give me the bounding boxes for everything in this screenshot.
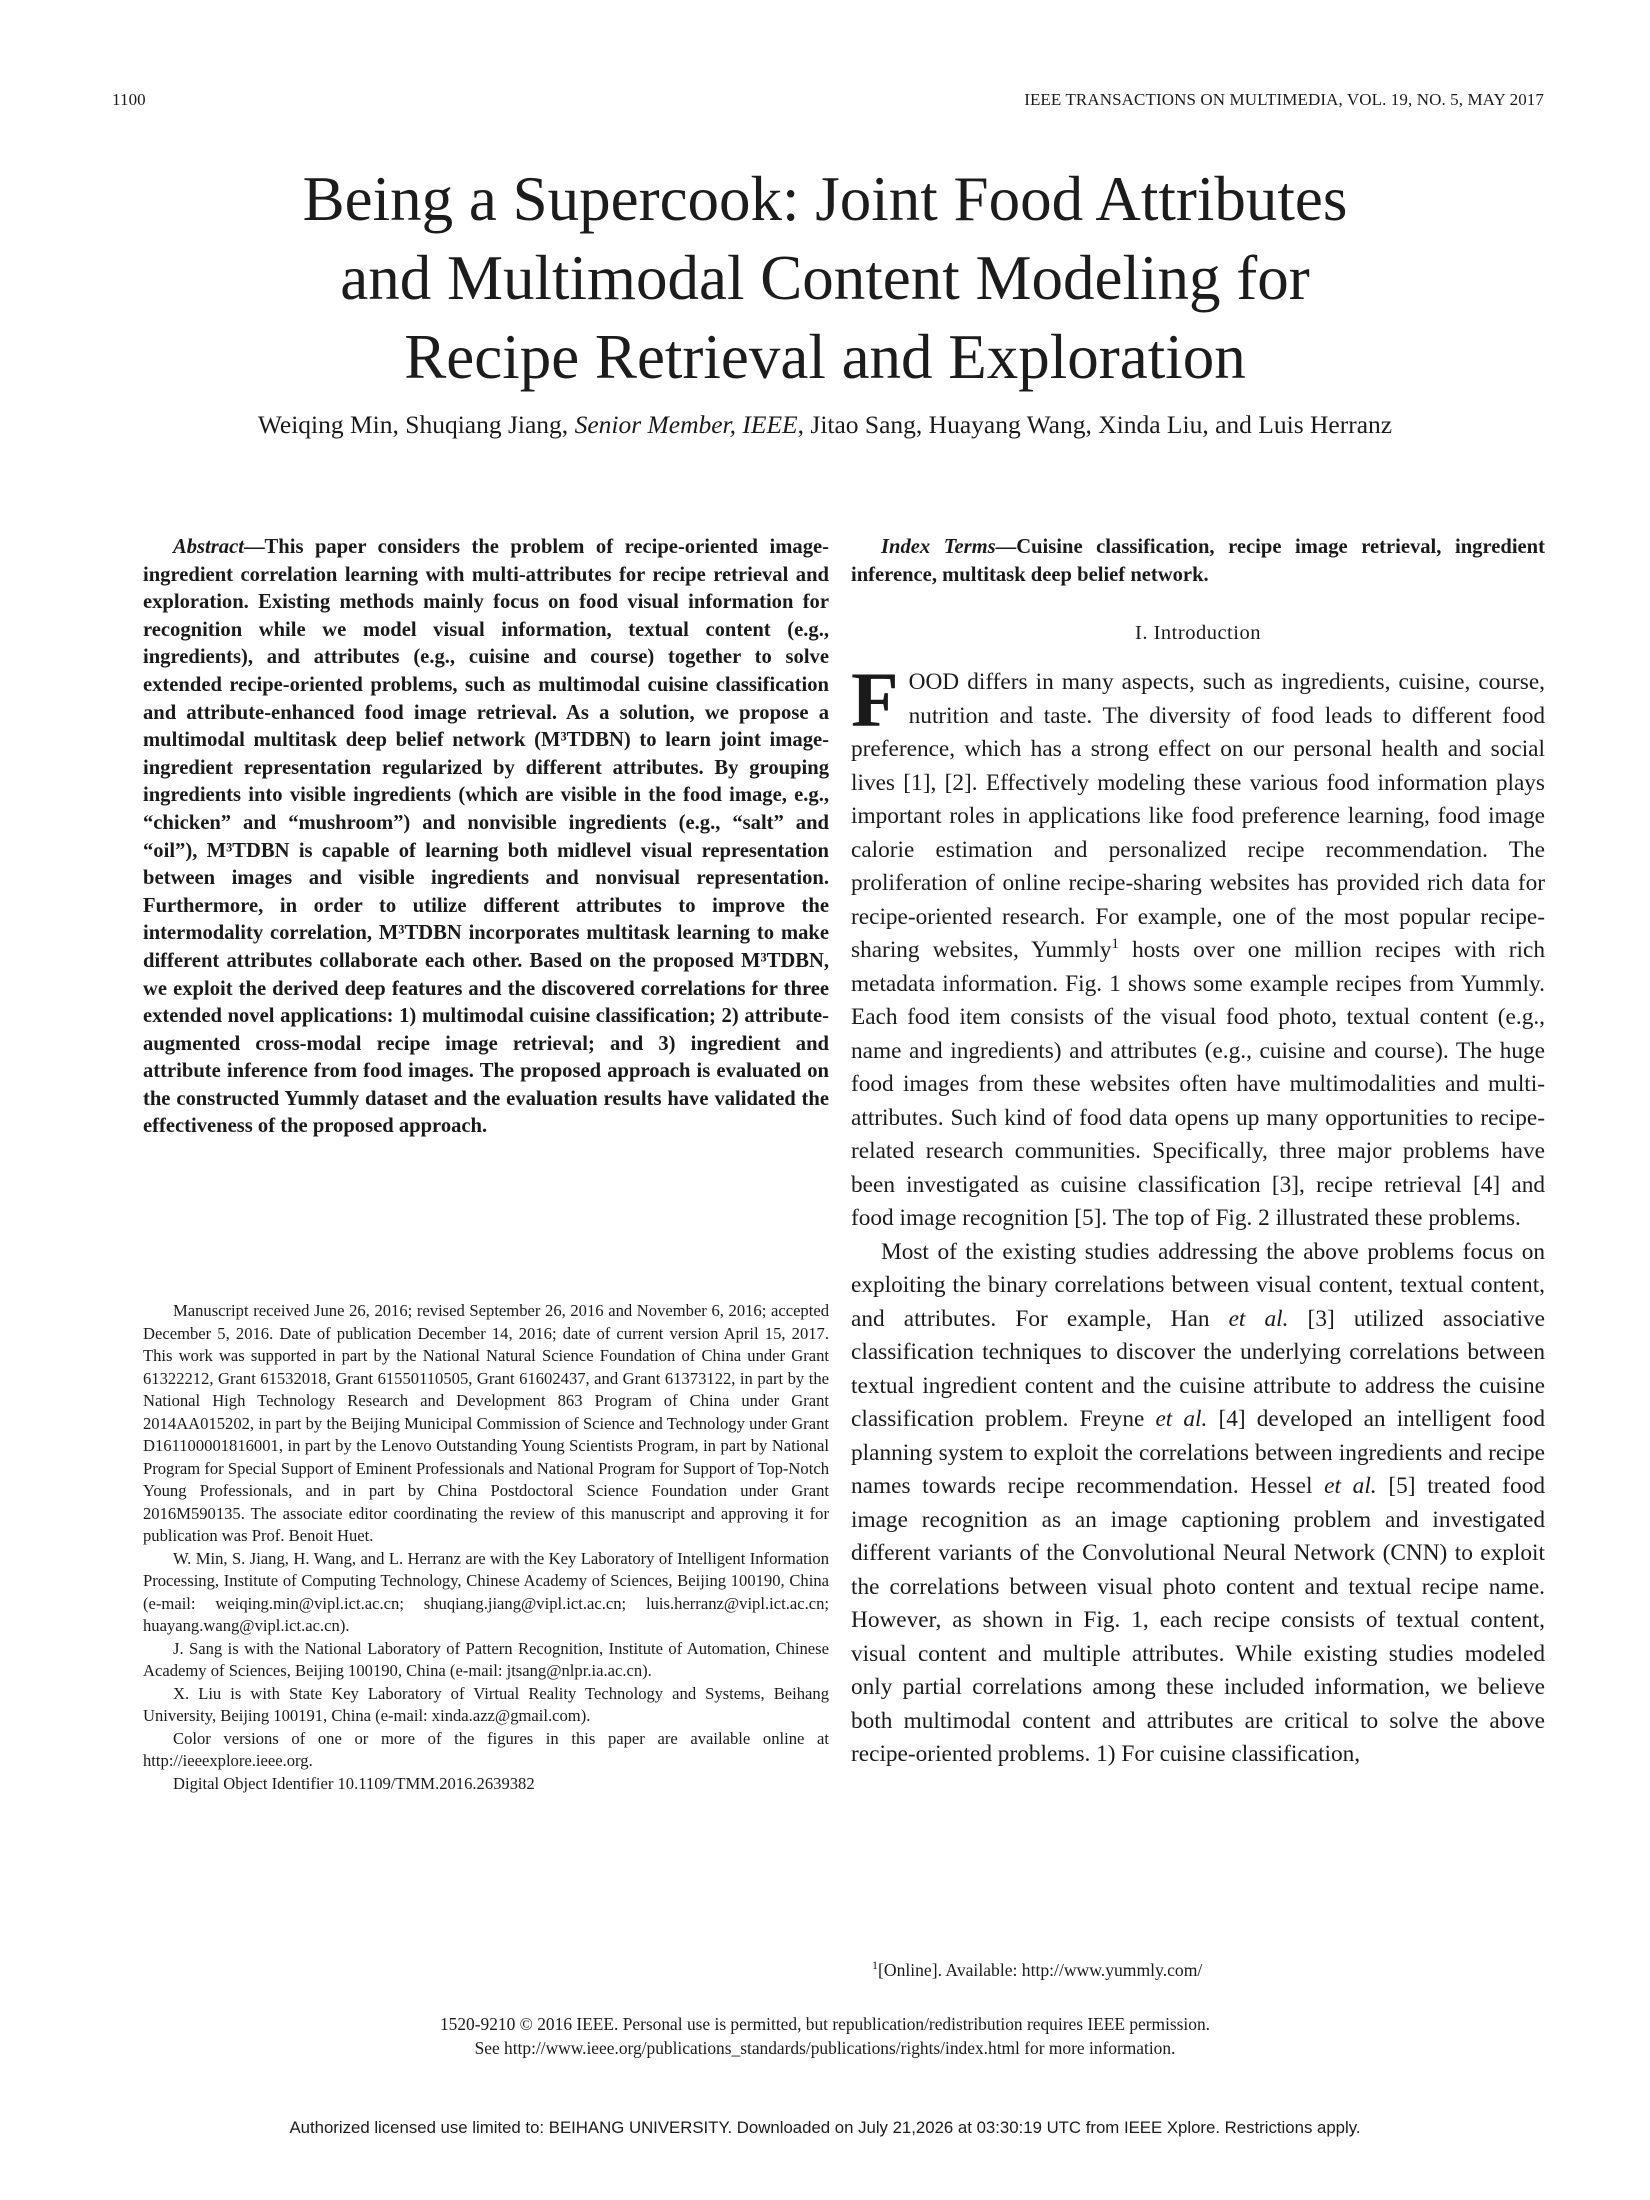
intro-paragraph xyxy=(851,1236,1545,1772)
intro-text: [4] developed an intelligent food planning system to exploit the correlations between ingredients and recipe names towards recipe recommendation. Hessel xyxy=(851,1406,1545,1499)
citation-etal: et al. xyxy=(1228,1305,1289,1332)
intro-text: hosts over one million recipes with rich metadata information. Fig. 1 shows some example recipes from Yummly. Each food item consists of the visual food photo, textual content (e.g., name and ingredients) and attributes (e.g., cuisine and course). The huge food images from these websites often have multimodalities and multi-attributes. Such kind of food data opens up many opportunities to recipe-related research communities. Specifically, three major problems have been investigated as cuisine classification [3], recipe retrieval [4] and food image recognition [5]. The top of Fig. 2 illustrated these problems. xyxy=(851,937,1545,1231)
intro-paragraph xyxy=(851,656,1545,1236)
citation-etal: et al. xyxy=(1324,1473,1377,1499)
license-footer: Authorized licensed use limited to: BEIHANG UNIVERSITY. Downloaded on July 21,2026 at 03:30:19 UTC from IEEE Xplore. Restrictions apply. xyxy=(289,2118,1361,2137)
footnote-affiliation: W. Min, S. Jiang, H. Wang, and L. Herranz are with the Key Laboratory of Intelligent Information Processing, Institute of Computing Technology, Chinese Academy of Sciences, Beijing 100190, China (e-mail: weiqing.min@vipl.ict.ac.cn; shuqiang.jiang@vipl.ict.ac.cn; luis.herranz@vipl.ict.ac.cn; huayang.wang@vipl.ict.ac.cn). xyxy=(143,1548,829,1635)
author-names: Weiqing Min, Shuqiang Jiang, xyxy=(257,410,569,439)
footnote-mark: 1 xyxy=(872,1958,878,1973)
abstract-text: This paper considers the problem of recipe-oriented image-ingredient correlation learning with multi-attributes for recipe retrieval and exploration. Existing methods mainly focus on food visual information for recognition while we model visual information, textual content (e.g., ingredients), and attributes (e.g., cuisine and course) together to solve extended recipe-oriented problems, such as multimodal cuisine classification and attribute-enhanced food image retrieval. As a solution, we propose a multimodal multitask deep belief network (M³TDBN) to learn joint image-ingredient representation regularized by different attributes. By grouping ingredients into visible ingredients (which are visible in the food image, e.g., “chicken” and “mushroom”) and nonvisible ingredients (e.g., “salt” and “oil”), M³TDBN is capable of learning both midlevel visual representation between images and visible ingredients and nonvisual representation. Furthermore, in order to utilize different attributes to improve the intermodality correlation, M³TDBN incorporates multitask learning to make different attributes collaborate each other. Based on the proposed M³TDBN, we exploit the derived deep features and the discovered correlations for three extended novel applications: 1) multimodal cuisine classification; 2) attribute-augmented cross-modal recipe image retrieval; and 3) ingredient and attribute inference from food images. The proposed approach is evaluated on the constructed Yummly dataset and the evaluation results have validated the effectiveness of the proposed approach. xyxy=(143,536,829,1138)
index-terms-text: Cuisine classification, recipe image retrieval, ingredient inference, multitask deep belief network. xyxy=(851,536,1545,586)
copyright-line: 1520-9210 © 2016 IEEE. Personal use is permitted, but republication/redistribution requires IEEE permission. xyxy=(439,2014,1211,2034)
author-names-rest: , Jitao Sang, Huayang Wang, Xinda Liu, and Luis Herranz xyxy=(797,410,1393,439)
index-terms: Index Terms—Cuisine classification, recipe image retrieval, ingredient inference, multitask deep belief network. xyxy=(851,536,1545,586)
copyright-line: See http://www.ieee.org/publications_standards/publications/rights/index.html for more information. xyxy=(474,2037,1176,2058)
page-number: 1100 xyxy=(112,90,146,109)
first-page-footnotes xyxy=(143,1300,829,1795)
title-line: Being a Supercook: Joint Food Attributes xyxy=(302,164,1348,234)
section-heading: I. Introduction xyxy=(1135,622,1261,644)
title-line: Recipe Retrieval and Exploration xyxy=(404,322,1246,392)
journal-header: IEEE TRANSACTIONS ON MULTIMEDIA, VOL. 19, NO. 5, MAY 2017 xyxy=(1024,90,1544,109)
introduction-body xyxy=(851,656,1545,1772)
footnote-manuscript: Manuscript received June 26, 2016; revised September 26, 2016 and November 6, 2016; accepted December 5, 2016. Date of publication December 14, 2016; date of current version April 15, 2017. This work was supported in part by the National Natural Science Foundation of China under Grant 61322212, Grant 61532018, Grant 61550110505, Grant 61602437, and Grant 61373122, in part by the National High Technology Research and Development 863 Program of China under Grant 2014AA015202, in part by the Beijing Municipal Commission of Science and Technology under Grant D161100001816001, in part by the Lenovo Outstanding Young Scientists Program, in part by National Program for Special Support of Eminent Professionals and National Program for Support of Top-Notch Young Professionals, and in part by China Postdoctoral Science Foundation under Grant 2016M590135. The associate editor coordinating the review of this manuscript and approving it for publication was Prof. Benoit Huet. xyxy=(143,1301,829,1545)
footnote-url[interactable]: [Online]. Available: http://www.yummly.com/ xyxy=(878,1960,1203,1980)
intro-text: OOD differs in many aspects, such as ingredients, cuisine, course, nutrition and taste. The diversity of food leads to different food preference, which has a strong effect on our personal health and social lives [1], [2]. Effectively modeling these various food information plays important roles in applications like food preference learning, food image calorie estimation and personalized recipe recommendation. The proliferation of online recipe-sharing websites has provided rich data for recipe-oriented research. For example, one of the most popular recipe-sharing websites, Yummly xyxy=(851,669,1545,963)
paper-title xyxy=(0,160,1650,397)
title-line: and Multimodal Content Modeling for xyxy=(340,243,1310,313)
author-list xyxy=(0,410,1650,440)
intro-text: Most of the existing studies addressing the above problems focus on exploiting the binary correlations between visual content, textual content, and attributes. For example, Han xyxy=(851,1238,1545,1332)
citation-etal: et al. xyxy=(1155,1406,1208,1432)
footnote-doi: Digital Object Identifier 10.1109/TMM.2016.2639382 xyxy=(173,1773,535,1793)
abstract: Abstract—This paper considers the problem of recipe-oriented image-ingredient correlation learning with multi-attributes for recipe retrieval and exploration. Existing methods mainly focus on food visual information for recognition while we model visual information, textual content (e.g., ingredients), and attributes (e.g., cuisine and course) together to solve extended recipe-oriented problems, such as multimodal cuisine classification and attribute-enhanced food image retrieval. As a solution, we propose a multimodal multitask deep belief network (M³TDBN) to learn joint image-ingredient representation regularized by different attributes. By grouping ingredients into visible ingredients (which are visible in the food image, e.g., “chicken” and “mushroom”) and nonvisible ingredients (e.g., “salt” and “oil”), M³TDBN is capable of learning both midlevel visual representation between images and visible ingredients and nonvisual representation. Furthermore, in order to utilize different attributes to improve the intermodality correlation, M³TDBN incorporates multitask learning to make different attributes collaborate each other. Based on the proposed M³TDBN, we exploit the derived deep features and the discovered correlations for three extended novel applications: 1) multimodal cuisine classification; 2) attribute-augmented cross-modal recipe image retrieval; and 3) ingredient and attribute inference from food images. The proposed approach is evaluated on the constructed Yummly dataset and the evaluation results have validated the effectiveness of the proposed approach. xyxy=(143,536,829,1138)
abstract-label: Abstract xyxy=(173,536,244,558)
intro-text: [5] treated food image recognition as an image captioning problem and investigated different variants of the Convolutional Neural Network (CNN) to exploit the correlations between visual photo content and textual recipe name. However, as shown in Fig. 1, each recipe consists of textual content, visual content and multiple attributes. While existing studies modeled only partial correlations among these included information, we believe both multimodal content and attributes are critical to solve the above recipe-oriented problems. 1) For cuisine classification, xyxy=(851,1473,1545,1767)
index-terms-label: Index Terms xyxy=(881,536,996,558)
footnote-affiliation: X. Liu is with State Key Laboratory of Virtual Reality Technology and Systems, Beihang University, Beijing 100191, China (e-mail: xinda.azz@gmail.com). xyxy=(143,1683,829,1725)
footnote-mark: 1 xyxy=(1111,936,1119,953)
footnote-affiliation: J. Sang is with the National Laboratory of Pattern Recognition, Institute of Automation, Chinese Academy of Sciences, Beijing 100190, China (e-mail: jtsang@nlpr.ia.ac.cn). xyxy=(143,1638,829,1680)
url-footnote xyxy=(872,1960,1202,1981)
intro-text: [3] utilized associative classification techniques to discover the underlying correlations between textual ingredient content and the cuisine attribute to address the cuisine classification problem. Freyne xyxy=(851,1305,1545,1432)
drop-cap: F xyxy=(851,656,899,743)
copyright-notice xyxy=(0,2013,1650,2060)
footnote-color-note: Color versions of one or more of the figures in this paper are available online at http://ieeexplore.ieee.org. xyxy=(143,1728,829,1770)
author-role: Senior Member, IEEE xyxy=(574,410,798,439)
